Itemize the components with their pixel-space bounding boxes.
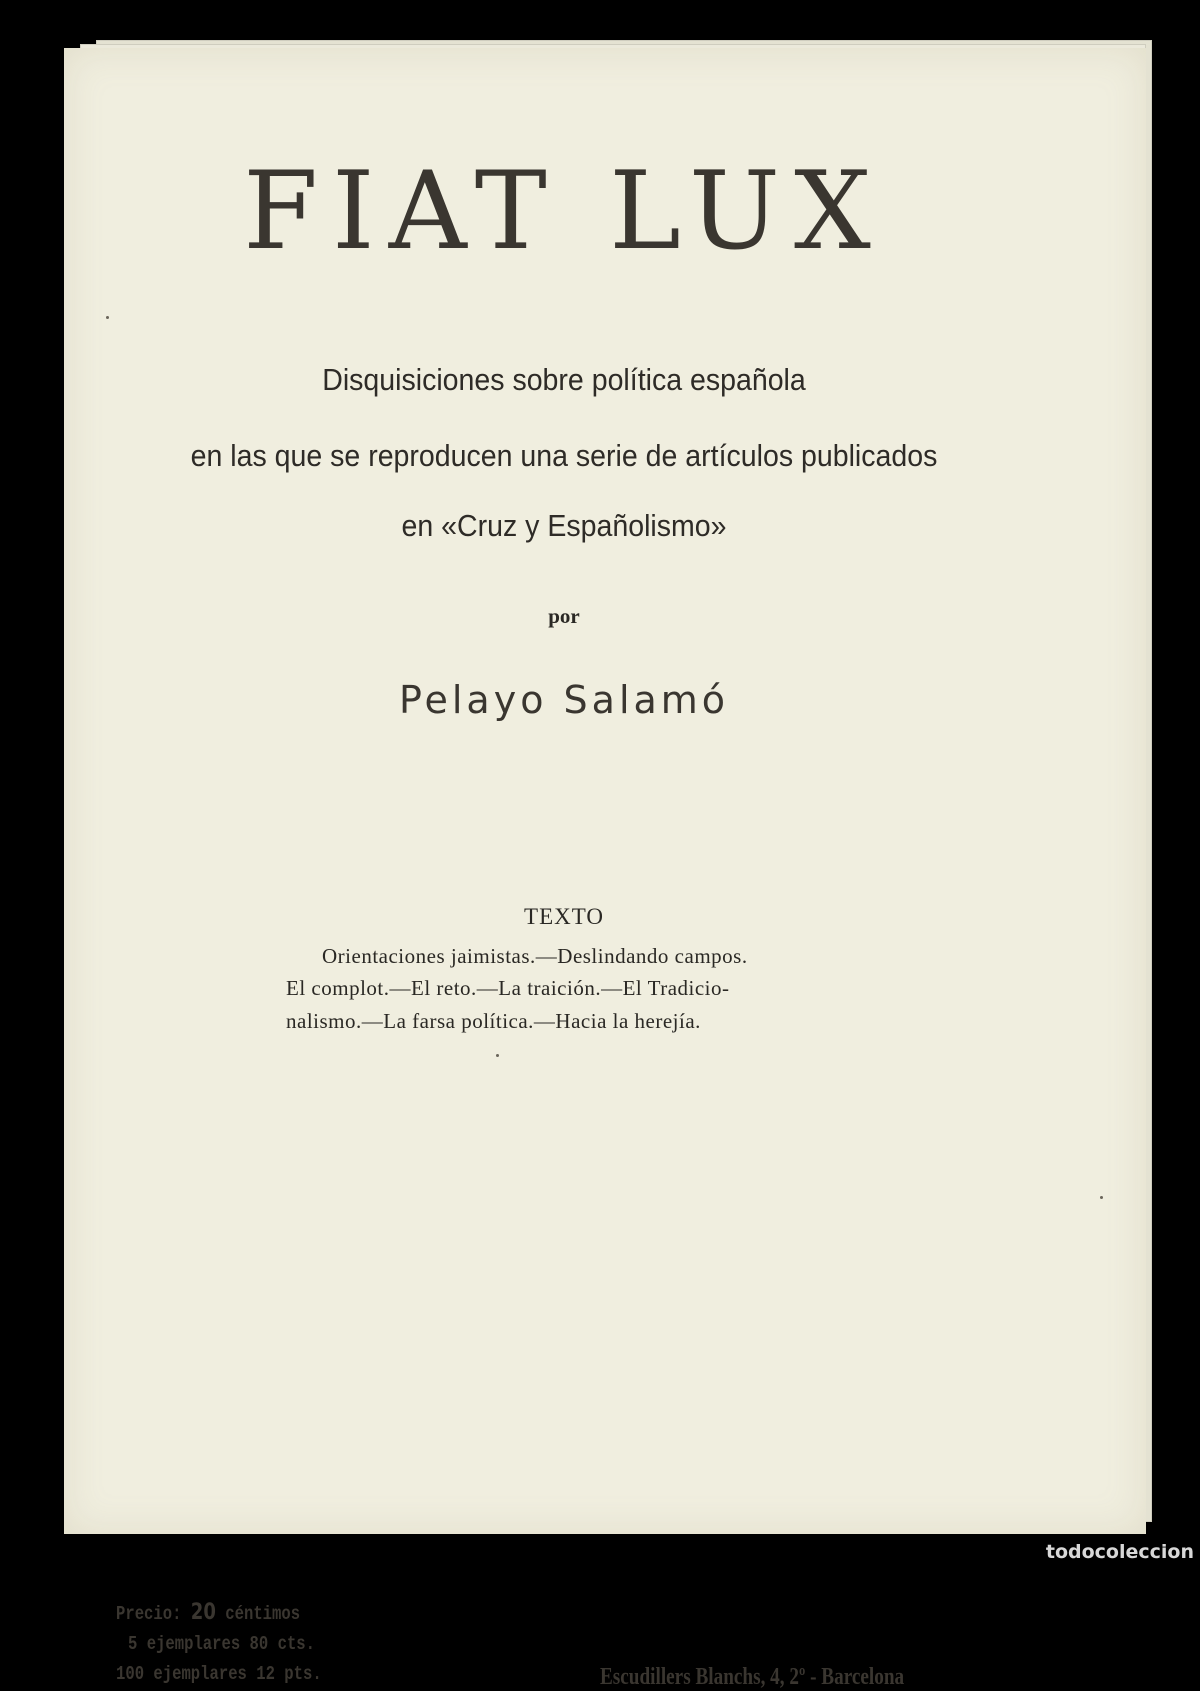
- paper-speck: [496, 1054, 499, 1057]
- subtitle-line-3: en «Cruz y Españolismo»: [401, 508, 727, 543]
- contents-line-3: nalismo.—La farsa política.—Hacia la herejía.: [286, 1009, 701, 1033]
- price-label: Precio:: [116, 1603, 182, 1625]
- paper-speck: [106, 316, 109, 319]
- price-amount: 20: [190, 1600, 216, 1625]
- price-unit: céntimos: [225, 1603, 301, 1625]
- cover-title: FIAT LUX: [243, 149, 885, 274]
- watermark: todocoleccion: [1045, 1541, 1194, 1563]
- publisher-address: Escudillers Blanchs, 4, 2º - Barcelona: [600, 1664, 905, 1690]
- author-name: Pelayo Salamó: [398, 678, 730, 722]
- by-label: por: [548, 604, 580, 628]
- contents-line-2: El complot.—El reto.—La traición.—El Tradicio-: [286, 976, 730, 1000]
- contents-heading: TEXTO: [524, 904, 604, 929]
- price-line-1: [116, 1600, 300, 1625]
- subtitle-line-2: en las que se reproducen una serie de artículos publicados: [190, 438, 938, 473]
- subtitle-line-1: Disquisiciones sobre política española: [322, 362, 806, 397]
- contents-line-1: Orientaciones jaimistas.—Deslindando campos.: [322, 944, 748, 968]
- price-line-2: 5 ejemplares 80 cts.: [128, 1633, 315, 1655]
- price-line-3: 100 ejemplares 12 pts.: [116, 1663, 322, 1685]
- paper-speck: [1100, 1196, 1103, 1199]
